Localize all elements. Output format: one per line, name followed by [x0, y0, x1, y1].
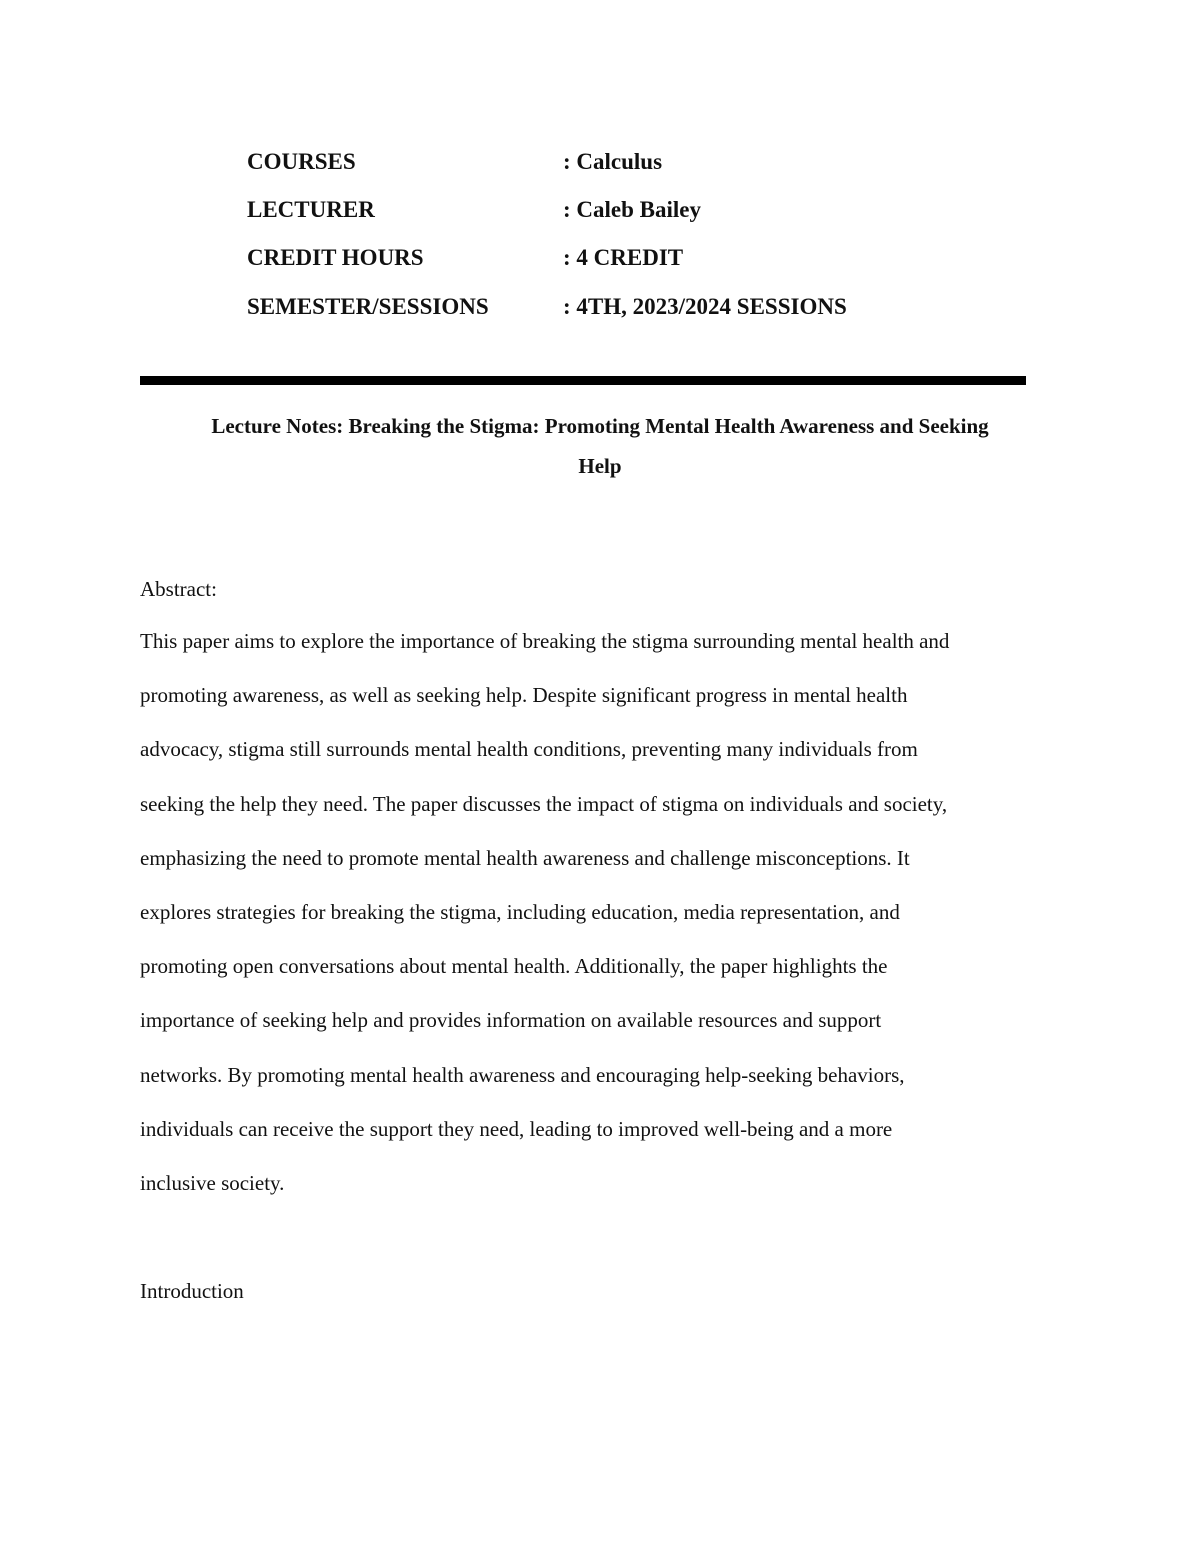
- course-info-value: : 4 CREDIT: [563, 245, 684, 270]
- abstract-line: seeking the help they need. The paper discusses the impact of stigma on individuals and society,: [140, 791, 948, 816]
- course-info-label: SEMESTER/SESSIONS: [247, 294, 489, 319]
- abstract-line: emphasizing the need to promote mental health awareness and challenge misconceptions. It: [140, 845, 910, 870]
- course-info-value: : Calculus: [563, 149, 663, 174]
- course-info-label: CREDIT HOURS: [247, 245, 424, 270]
- abstract-line: networks. By promoting mental health awareness and encouraging help-seeking behaviors,: [140, 1062, 905, 1087]
- document-title-line: Help: [578, 454, 622, 478]
- abstract-line: explores strategies for breaking the stigma, including education, media representation, and: [140, 900, 900, 925]
- course-info-value: : Caleb Bailey: [563, 197, 701, 222]
- course-info-value: : 4TH, 2023/2024 SESSIONS: [563, 294, 847, 319]
- abstract-line: inclusive society.: [140, 1171, 285, 1196]
- course-info-label: LECTURER: [247, 197, 375, 222]
- document-title-line: Lecture Notes: Breaking the Stigma: Promoting Mental Health Awareness and Seeking: [211, 414, 989, 438]
- course-info-row-semester: [247, 282, 1027, 332]
- course-info-row-courses: [247, 138, 1027, 186]
- course-info-label: COURSES: [247, 149, 356, 174]
- document-title: [140, 406, 1060, 486]
- course-info-row-lecturer: [247, 186, 1027, 234]
- abstract-paragraph: [140, 614, 1060, 1210]
- section-divider: [140, 376, 1026, 385]
- course-info-row-credit-hours: [247, 234, 1027, 282]
- course-info-table: [247, 138, 1027, 332]
- introduction-heading: Introduction: [140, 1279, 244, 1303]
- abstract-line: advocacy, stigma still surrounds mental health conditions, preventing many individuals from: [140, 737, 918, 762]
- abstract-line: promoting open conversations about mental health. Additionally, the paper highlights the: [140, 954, 888, 979]
- abstract-line: individuals can receive the support they need, leading to improved well-being and a more: [140, 1116, 893, 1141]
- abstract-heading: Abstract:: [140, 577, 217, 601]
- abstract-line: importance of seeking help and provides information on available resources and support: [140, 1008, 882, 1033]
- abstract-line: This paper aims to explore the importance of breaking the stigma surrounding mental health and: [140, 629, 950, 653]
- abstract-line: promoting awareness, as well as seeking help. Despite significant progress in mental health: [140, 683, 908, 708]
